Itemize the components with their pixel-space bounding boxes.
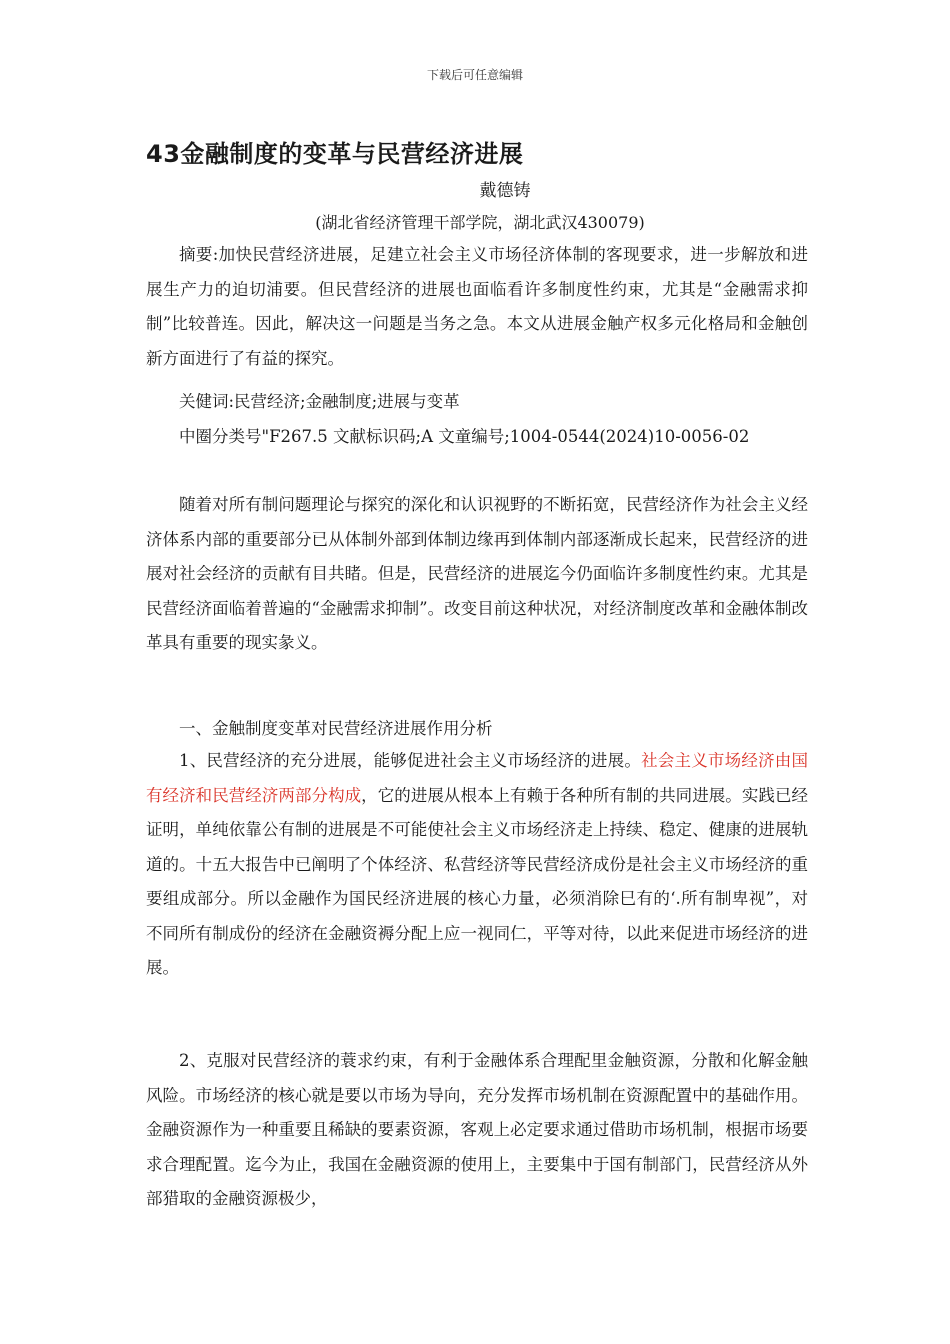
header-note: 下载后可任意编辑 (426, 68, 523, 82)
paragraph-2-lead: 1、民营经济的充分进展，能够促进社会主义市场经济的进展。 (179, 751, 642, 770)
article-title: 43金融制度的变革与民营经济进展 (146, 140, 524, 168)
classification-number: 中圈分类号"F267.5 文献标识码;A 文童编号;1004-0544(2024)10-0056-02 (179, 427, 750, 446)
body-paragraph-2 (146, 744, 808, 986)
body-paragraph-3: 2、克服对民营经济的蓑求约束，有利于金融体系合理配里金触资源，分散和化解金触风险。市场经济的核心就是要以市场为导向，充分发挥市场机制在资源配置中的基础作用。金融资源作为一种重要且稀缺的要素资源，客观上必定要求通过借助市场机制，根据市场要求合理配置。迄今为止，我国在金融资源的使用上，主要集中于国有制部门，民营经济从外部猎取的金融资源极少， (146, 1051, 808, 1208)
abstract: 摘要:加快民营经济进展，足建立社会主义市场径济体制的客现要求，进一步解放和进展生产力的迫切浦要。但民营经济的进展也面临看许多制度性约束，尤其是“金融需求抑制”比较普连。因此，解决这一问题是当务之急。本文从进展金触产权多元化格局和金触创新方面进行了有益的探究。 (146, 245, 808, 368)
highlighted-text: 社会主义市场经济由国有经济和民营经济两部分构成 (146, 751, 809, 805)
author-affiliation: (湖北省经济管理干部学院，湖北武汉430079) (315, 213, 645, 232)
keywords: 关健词:民营经济;金融制度;进展与变革 (179, 392, 460, 411)
paragraph-2-rest: ，它的进展从根本上有赖于各种所有制的共同进展。实践已经证明，单纯依靠公有制的进展是不可能使社会主义市场经济走上持续、稳定、健康的进展轨道的。十五大报告中已阐明了个体经济、私营经济等民营经济成份是社会主义市场经济的重要组成部分。所以金融作为国民经济进展的核心力量，必须消除巳有的‘.所有制卑视”，对不同所有制成份的经济在金融资褥分配上应一视同仁，平等对待，以此来促进市场经济的进展。 (146, 785, 809, 977)
author-name: 戴德铸 (479, 181, 531, 201)
body-paragraph-1: 随着对所有制问题理论与探究的深化和认识视野的不断拓宽，民营经济作为社会主义经济体系内部的重要部分已从体制外部到体制边缘再到体制内部逐渐成长起来，民营经济的进展对社会经济的贡献有目共睹。但是，民营经济的进展迄今仍面临许多制度性约束。尤其是民营经济面临着普遍的“金融需求抑制”。改变目前这种状况，对经济制度改革和金融体制改革具有重要的现实彖义。 (146, 495, 808, 652)
section-heading-1: 一、金触制度变革对民营经济进展作用分析 (179, 719, 493, 738)
